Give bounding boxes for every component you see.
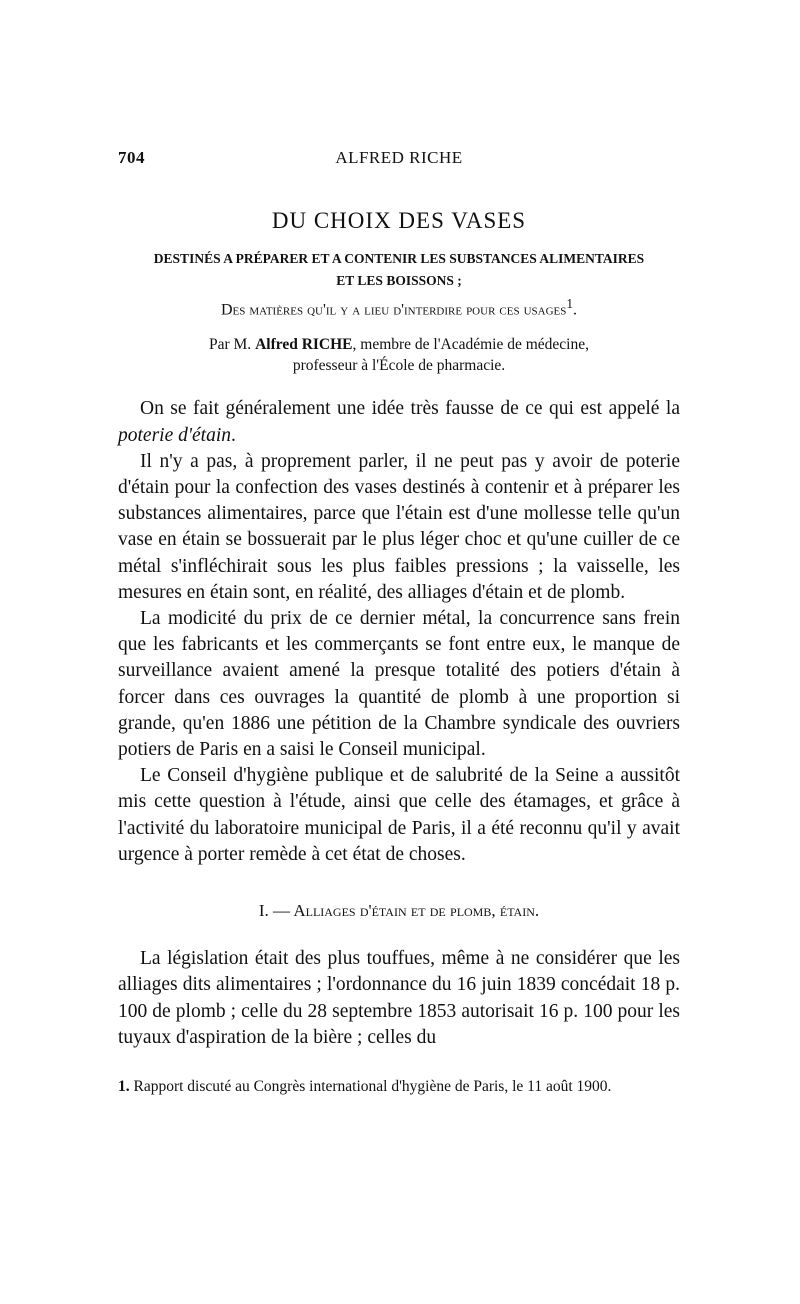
paragraph-4: Le Conseil d'hygiène publique et de salubrité de la Seine a aussitôt mis cette question à l'étude, ainsi que celle des étamages, et grâce à l'activité du laboratoire municipal de Paris, il a été reconnu qu'il y avait urgence à porter remède à cet état de choses. [118, 765, 680, 865]
byline-rest: , membre de l'Académie de médecine, [352, 336, 589, 354]
subtitle-line-1: DESTINÉS A PRÉPARER ET A CONTENIR LES SUBSTANCES ALIMENTAIRES [153, 251, 645, 266]
section-heading: I. — Alliages d'étain et de plomb, étain. [258, 900, 540, 920]
page-number: 704 [118, 148, 145, 167]
footnote-number: 1. [118, 1078, 130, 1095]
paragraph-5: La législation était des plus touffues, même à ne considérer que les alliages dits alimentaires ; l'ordonnance du 16 juin 1839 concédait 18 p. 100 de plomb ; celle du 28 septembre 1853 autorisait 16 p. 100 pour les tuyaux d'aspiration de la bière ; celles du [118, 948, 680, 1048]
subtitle-line-2: ET LES BOISSONS ; [336, 273, 462, 288]
author-name: Alfred RICHE [255, 336, 353, 354]
article-subtitle [118, 248, 680, 292]
paragraph-1-end: . [231, 424, 236, 446]
paragraph-2: Il n'y a pas, à proprement parler, il ne peut pas y avoir de poterie d'étain pour la confection des vases destinés à contenir et à préparer les substances alimentaires, parce que l'étain est d'une mollesse telle qu'un vase en étain se bossuerait par le plus léger choc et qu'une cuiller de ce métal s'infléchirait sous les plus faibles pressions ; la vaisselle, les mesures en étain sont, en réalité, des alliages d'étain et de plomb. [118, 450, 680, 603]
article-title: DU CHOIX DES VASES [271, 208, 527, 233]
book-page [118, 148, 680, 1097]
footnote-reference: 1 [566, 296, 574, 311]
byline-prefix: Par M. [208, 336, 256, 354]
running-title: ALFRED RICHE [335, 148, 463, 167]
running-head [118, 148, 680, 178]
subtitle-line-3-text: Des matières qu'il y a lieu d'interdire pour ces usages [220, 301, 567, 319]
article-body [118, 396, 680, 1051]
footnote [118, 1077, 680, 1097]
paragraph-3: La modicité du prix de ce dernier métal, la concurrence sans frein que les fabricants et les commerçants se font entre eux, le manque de surveillance avaient amené la presque totalité des potiers d'étain à forcer dans ces ouvrages la quantité de plomb à une proportion si grande, qu'en 1886 une pétition de la Chambre syndicale des ouvriers potiers de Paris en a saisi le Conseil municipal. [118, 607, 680, 760]
footnote-text: Rapport discuté au Congrès international d'hygiène de Paris, le 11 août 1900. [129, 1078, 612, 1095]
byline-line-2: professeur à l'École de pharmacie. [292, 357, 506, 375]
paragraph-1 [118, 396, 680, 448]
paragraph-1-text: On se fait généralement une idée très fausse de ce qui est appelé la [140, 398, 680, 420]
byline [118, 334, 680, 376]
byline-line-1 [118, 334, 680, 355]
paragraph-1-emphasis: poterie d'étain [118, 424, 232, 446]
subtitle-line-3: Des matières qu'il y a lieu d'interdire pour ces usages$^1$. [220, 296, 578, 319]
